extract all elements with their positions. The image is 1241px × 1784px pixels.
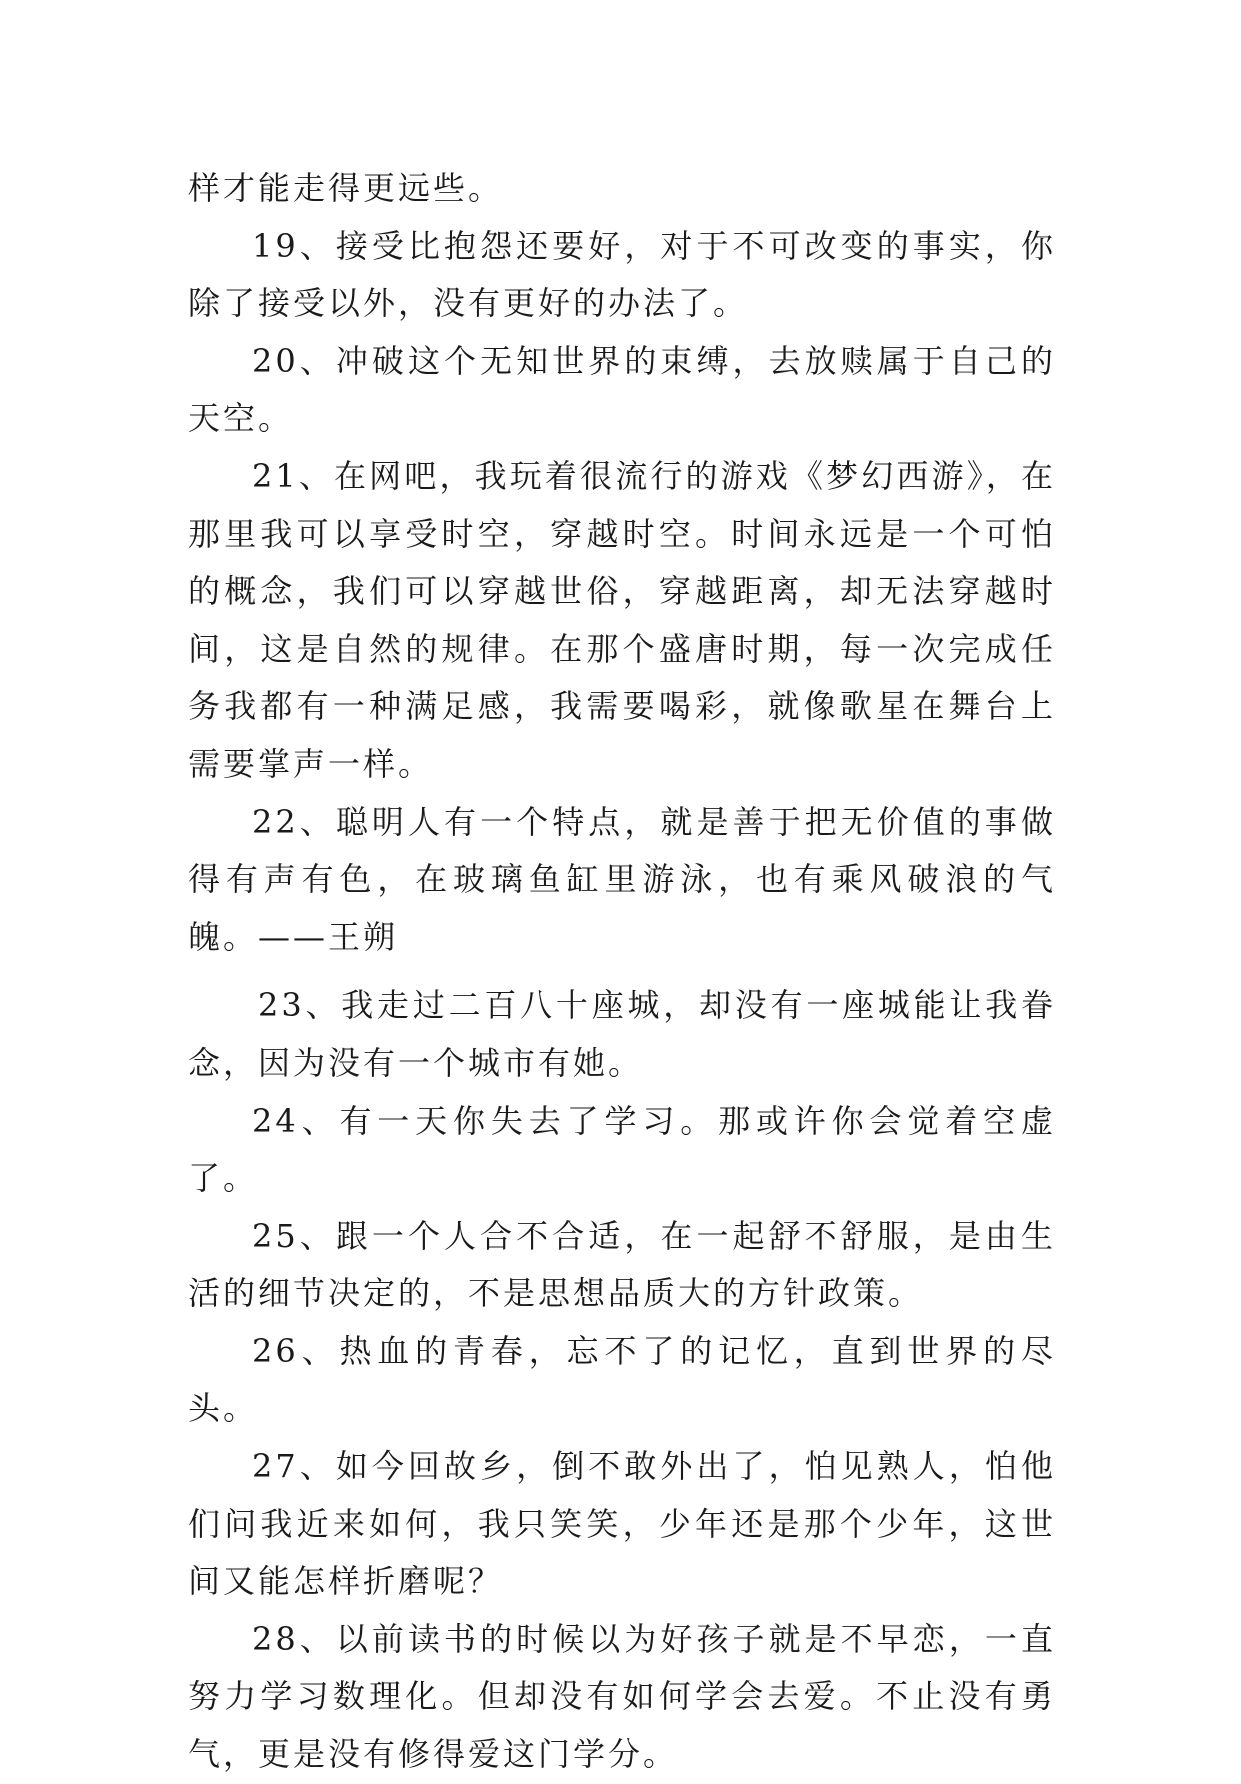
paragraph-22: 22、聪明人有一个特点，就是善于把无价值的事做得有声有色，在玻璃鱼缸里游泳，也有乘风破浪的气魄。——王朔 xyxy=(188,802,1056,956)
paragraph-19: 19、接受比抱怨还要好，对于不可改变的事实，你除了接受以外，没有更好的办法了。 xyxy=(188,226,1056,323)
paragraph-27: 27、如今回故乡，倒不敢外出了，怕见熟人，怕他们问我近来如何，我只笑笑，少年还是那个少年，这世间又能怎样折磨呢？ xyxy=(188,1447,1056,1601)
paragraph-26: 26、热血的青春，忘不了的记忆，直到世界的尽头。 xyxy=(188,1331,1056,1428)
paragraph-25: 25、跟一个人合不合适，在一起舒不舒服，是由生活的细节决定的，不是思想品质大的方针政策。 xyxy=(188,1216,1056,1313)
paragraph-continuation: 样才能走得更远些。 xyxy=(188,169,504,207)
paragraph-23: 23、我走过二百八十座城，却没有一座城能让我眷念，因为没有一个城市有她。 xyxy=(188,986,1056,1082)
paragraph-21: 21、在网吧，我玩着很流行的游戏《梦幻西游》，在那里我可以享受时空，穿越时空。时间永远是一个可怕的概念，我们可以穿越世俗，穿越距离，却无法穿越时间，这是自然的规律。在那个盛唐时期，每一次完成任务我都有一种满足感，我需要喝彩，就像歌星在舞台上需要掌声一样。 xyxy=(188,456,1056,783)
paragraph-28: 28、以前读书的时候以为好孩子就是不早恋，一直努力学习数理化。但却没有如何学会去爱。不止没有勇气，更是没有修得爱这门学分。 xyxy=(188,1619,1056,1774)
paragraph-20: 20、冲破这个无知世界的束缚，去放赎属于自己的天空。 xyxy=(188,341,1056,438)
document-body xyxy=(188,160,1056,1784)
paragraph-24: 24、有一天你失去了学习。那或许你会觉着空虚了。 xyxy=(188,1101,1056,1198)
